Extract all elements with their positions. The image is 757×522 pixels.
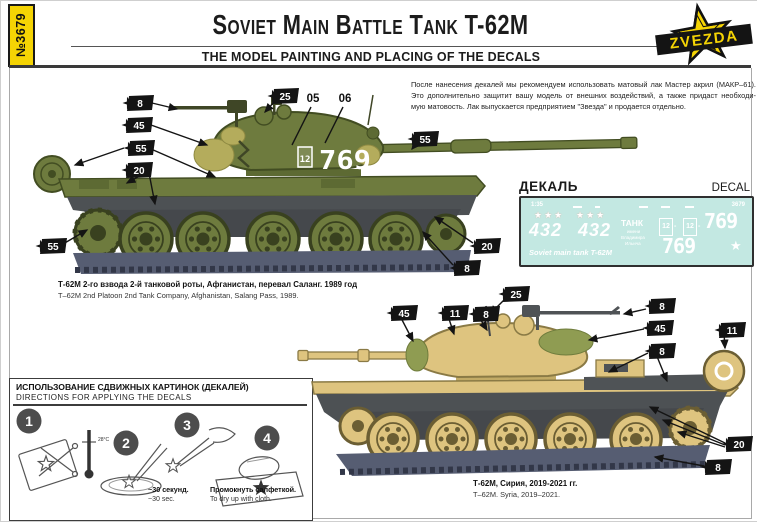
registration-mark	[639, 206, 648, 208]
decal-inscription: имени	[627, 229, 641, 234]
step4-note: Промокнуть салфеткой. To dry up with cloth.	[210, 485, 296, 503]
svg-text:25: 25	[510, 289, 522, 301]
svg-text:3: 3	[183, 417, 191, 433]
step-number-3	[175, 413, 200, 438]
rear-drum	[704, 351, 744, 391]
svg-text:25: 25	[279, 91, 291, 103]
decal-number-432: 432	[578, 220, 612, 240]
zvezda-star-icon: ★	[730, 238, 742, 253]
turret-emblem: 12	[299, 155, 311, 165]
svg-text:8: 8	[659, 346, 665, 358]
step-number-4	[255, 426, 280, 451]
svg-text:55: 55	[47, 241, 59, 253]
svg-text:20: 20	[733, 439, 745, 451]
step-number-2	[114, 431, 139, 456]
registration-mark	[685, 206, 694, 208]
callout-tag	[124, 140, 156, 156]
decal-kit-number: 3679	[731, 202, 745, 208]
caption-en: T–62M 2nd Platoon 2nd Tank Company, Afghanistan, Salang Pass, 1989.	[58, 290, 299, 300]
decal-separator: -	[674, 223, 677, 230]
brand-name: ZVEZDA	[668, 27, 740, 53]
directions-divider	[13, 404, 307, 406]
decal-label-ru: ДЕКАЛЬ	[519, 179, 578, 194]
temperature-label: 28°C	[98, 437, 110, 443]
caption-ru: Т-62М, Сирия, 2019-2021 гг.	[473, 479, 578, 488]
svg-text:8: 8	[483, 309, 489, 321]
step3-sketch	[166, 428, 235, 472]
decal-emblem-12: 12	[659, 218, 673, 236]
decal-position-label: 05	[306, 93, 320, 105]
callout-tag	[268, 88, 300, 104]
kit-number: №3679	[14, 12, 28, 58]
tank-illustration-syria	[296, 284, 757, 499]
decal-emblem-12: 12	[683, 218, 697, 236]
svg-text:55: 55	[419, 134, 431, 146]
caption-ru: Т-62М 2-го взвода 2-й танковой роты, Афганистан, перевал Саланг. 1989 год	[58, 280, 358, 289]
svg-text:1: 1	[25, 413, 33, 429]
svg-text:45: 45	[133, 120, 145, 132]
registration-mark	[661, 206, 670, 208]
decal-section-header	[519, 179, 750, 194]
decal-separator: -	[698, 223, 701, 230]
callout-tag	[122, 162, 154, 178]
callout-tag	[123, 95, 155, 111]
title-divider	[71, 46, 681, 47]
page-subtitle: THE MODEL PAINTING AND PLACING OF THE DECALS	[201, 50, 541, 64]
machine-gun	[522, 305, 620, 330]
callout-tag	[450, 260, 482, 276]
step2-note: ~30 секунд. ~30 sec.	[148, 485, 189, 503]
caption-syria	[473, 479, 743, 499]
directions-title-en: DIRECTIONS FOR APPLYING THE DECALS	[16, 393, 192, 402]
decal-number-769: 769	[704, 209, 738, 233]
decal-scale: 1:35	[531, 202, 544, 208]
zvezda-star-logo	[646, 2, 754, 68]
page-title: Soviet Main Battle Tank T-62M	[213, 9, 529, 40]
callout-tag	[722, 436, 754, 452]
callout-tag	[387, 305, 419, 321]
callout-tag	[645, 343, 677, 359]
svg-text:55: 55	[135, 143, 147, 155]
svg-text:45: 45	[654, 323, 666, 335]
callout-tag	[645, 298, 677, 314]
svg-text:8: 8	[659, 301, 665, 313]
star-decals: ★★★	[576, 210, 607, 220]
registration-mark	[573, 206, 582, 208]
caption-en: T–62M. Syria, 2019–2021.	[473, 489, 561, 499]
callout-tag	[438, 305, 470, 321]
svg-text:8: 8	[715, 462, 721, 474]
note-line: После нанесения декалей мы рекомендуем использовать матовый лак Мастер акрил (МАКР–61).	[411, 80, 756, 89]
decal-inscription: Ильича	[625, 241, 641, 246]
svg-text:11: 11	[726, 325, 738, 337]
decal-number-432: 432	[529, 220, 563, 240]
step-number-1	[17, 409, 42, 434]
decal-position-label: 06	[338, 93, 352, 105]
callout-tag	[715, 322, 747, 338]
callout-tag	[469, 306, 501, 322]
note-line: Это дополнительно защитит вашу модель от внешних воздействий, а также придаст необходи-	[411, 90, 756, 100]
svg-text:11: 11	[449, 308, 461, 320]
callout-tag	[470, 238, 502, 254]
decal-sheet	[519, 196, 754, 267]
decal-inscription: Владимира	[621, 235, 645, 240]
star-decals: ★★★	[534, 210, 565, 220]
decal-sheet-caption: Soviet main tank T-62M	[529, 248, 612, 257]
callout-tag	[643, 320, 675, 336]
decal-inscription: ТАНК	[621, 218, 644, 228]
svg-text:2: 2	[122, 435, 130, 451]
kit-number-tag	[8, 4, 35, 67]
svg-text:4: 4	[263, 430, 271, 446]
callout-tag	[499, 286, 531, 302]
gun-barrel	[353, 136, 637, 155]
svg-text:20: 20	[133, 165, 145, 177]
svg-text:20: 20	[481, 241, 493, 253]
callout-tag	[122, 117, 154, 133]
step1-sketch	[18, 439, 77, 491]
note-line: мую матовость. Лак выпускается предприятием "Звезда" и продается отдельно.	[411, 101, 686, 111]
decal-number-769: 769	[662, 234, 696, 258]
callout-tag	[408, 131, 440, 147]
registration-mark	[595, 206, 600, 208]
directions-title-ru: ИСПОЛЬЗОВАНИЕ СДВИЖНЫХ КАРТИНОК (ДЕКАЛЕЙ)	[16, 382, 249, 392]
svg-text:8: 8	[464, 263, 470, 275]
turret-number: 769	[319, 146, 371, 176]
decal-label-en: DECAL	[711, 182, 750, 194]
callout-tag	[36, 238, 68, 254]
svg-text:45: 45	[398, 308, 410, 320]
callout-tag	[701, 459, 733, 475]
svg-text:8: 8	[137, 98, 143, 110]
